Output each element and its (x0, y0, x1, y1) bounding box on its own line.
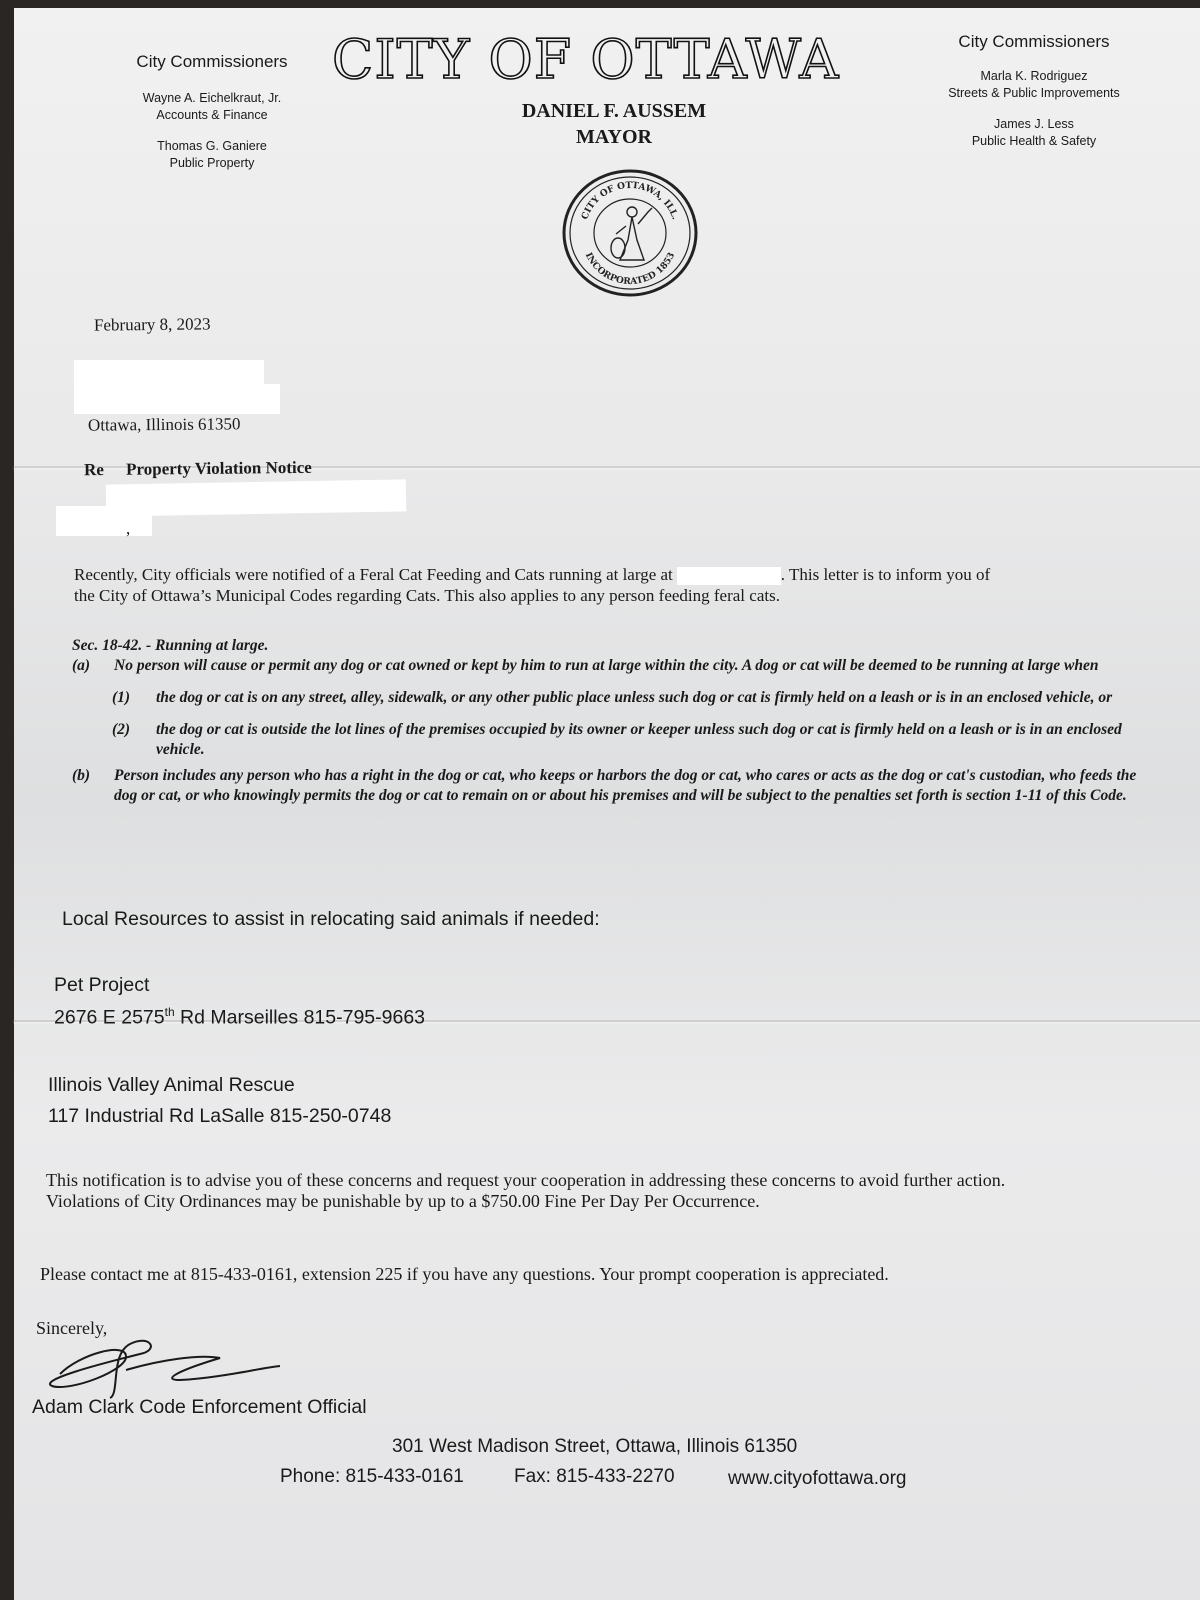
salutation-end: , (126, 519, 131, 538)
clause-text: the dog or cat is outside the lot lines of the premises occupied by its owner or keeper unless such dog or cat is firmly held on a leash or is in an enclosed vehicle. (156, 721, 1122, 758)
redaction (677, 567, 781, 585)
re-prefix: Re (83, 459, 104, 480)
clause-label: (a) (72, 657, 91, 674)
commissioner-name: Marla K. Rodriguez (980, 69, 1088, 83)
left-commissioners-heading: City Commissioners (136, 52, 288, 71)
right-commissioners-heading: City Commissioners (958, 32, 1110, 51)
contact-line: Please contact me at 815-433-0161, extension 225 if you have any questions. Your prompt cooperation is appreciated. (40, 1264, 889, 1284)
section-title: Sec. 18-42. - Running at large. (72, 637, 269, 654)
left-commissioners (112, 52, 312, 172)
resource-item (54, 974, 425, 1030)
seal-text-top: CITY OF OTTAWA, ILL. (580, 180, 680, 222)
commissioner-role: Public Property (169, 156, 255, 170)
clause-text: Person includes any person who has a right in the dog or cat, who keeps or harbors the dog or cat, who cares or acts as the dog or cat's custodian, who feeds the dog or cat, or who knowingly permits the dog or cat to remain on or about his premises and will be subject to the penalties set forth is section 1-11 of this Code. (114, 767, 1137, 804)
letter-date: February 8, 2023 (93, 314, 211, 335)
commissioner (112, 138, 312, 172)
svg-text:INCORPORATED 1853 (583, 251, 677, 287)
commissioner (112, 90, 312, 124)
resource-item (48, 1074, 391, 1128)
redaction (74, 384, 280, 414)
clause-a1 (72, 688, 1152, 708)
mayor-block (464, 98, 764, 150)
resources-heading: Local Resources to assist in relocating said animals if needed: (62, 908, 600, 930)
clause-text: No person will cause or permit any dog or cat owned or kept by him to run at large within the city. A dog or cat will be deemed to be running at large when (114, 657, 1099, 674)
footer-fax: Fax: 815-433-2270 (514, 1466, 675, 1487)
signer: Adam Clark Code Enforcement Official (32, 1396, 367, 1418)
notification-paragraph (46, 1170, 1196, 1212)
commissioner (924, 68, 1144, 102)
clause-b (72, 766, 1152, 806)
commissioner-name: Wayne A. Eichelkraut, Jr. (142, 91, 282, 105)
re-line (84, 457, 312, 480)
commissioner-role: Accounts & Finance (156, 108, 268, 122)
code-section (72, 636, 1152, 806)
clause-a (72, 656, 1152, 676)
clause-label: (1) (112, 689, 131, 706)
commissioner (924, 116, 1144, 150)
resource-name: Illinois Valley Animal Rescue (48, 1074, 295, 1096)
intro-paragraph (74, 564, 1184, 606)
seal-text-bottom: INCORPORATED 1853 (582, 251, 678, 288)
footer-website[interactable]: www.cityofottawa.org (728, 1468, 907, 1489)
clause-label: (2) (112, 721, 131, 738)
signature-icon (30, 1324, 290, 1404)
clause-text: the dog or cat is on any street, alley, sidewalk, or any other public place unless such dog or cat is firmly held on a leash or is in an enclosed vehicle, or (156, 689, 1113, 706)
letter-page (14, 8, 1200, 1600)
commissioner-name: James J. Less (994, 117, 1074, 131)
re-subject: Property Violation Notice (125, 457, 312, 479)
closing: Sincerely, (36, 1318, 108, 1338)
address-city: Ottawa, Illinois 61350 (87, 414, 241, 435)
footer-address: 301 West Madison Street, Ottawa, Illinois 61350 (392, 1436, 798, 1457)
redaction (56, 506, 152, 536)
resource-name: Pet Project (54, 974, 150, 996)
intro-text-1: Recently, City officials were notified of a Feral Cat Feeding and Cats running at large at (74, 565, 673, 584)
intro-text-3: the City of Ottawa’s Municipal Codes regarding Cats. This also applies to any person feeding feral cats. (74, 586, 780, 606)
clause-a2 (72, 720, 1152, 760)
city-name: CITY OF OTTAWA (332, 28, 840, 91)
mayor-title: MAYOR (576, 126, 652, 148)
mayor-name: DANIEL F. AUSSEM (521, 100, 707, 122)
commissioner-role: Streets & Public Improvements (948, 86, 1120, 100)
resource-address: 117 Industrial Rd LaSalle 815-250-0748 (48, 1105, 392, 1127)
intro-text-2: . This letter is to inform you of (780, 565, 991, 584)
notification-line: This notification is to advise you of these concerns and request your cooperation in addressing these concerns to avoid further action. (46, 1170, 1006, 1190)
city-seal-icon (560, 168, 700, 298)
commissioner-role: Public Health & Safety (971, 134, 1097, 148)
notification-line: Violations of City Ordinances may be punishable by up to a $750.00 Fine Per Day Per Occurrence. (46, 1191, 760, 1211)
commissioner-name: Thomas G. Ganiere (157, 139, 267, 153)
footer-phone: Phone: 815-433-0161 (280, 1466, 464, 1487)
clause-label: (b) (72, 767, 91, 784)
right-commissioners (924, 32, 1144, 150)
resource-address: 2676 E 2575th Rd Marseilles 815-795-9663 (54, 1005, 426, 1029)
